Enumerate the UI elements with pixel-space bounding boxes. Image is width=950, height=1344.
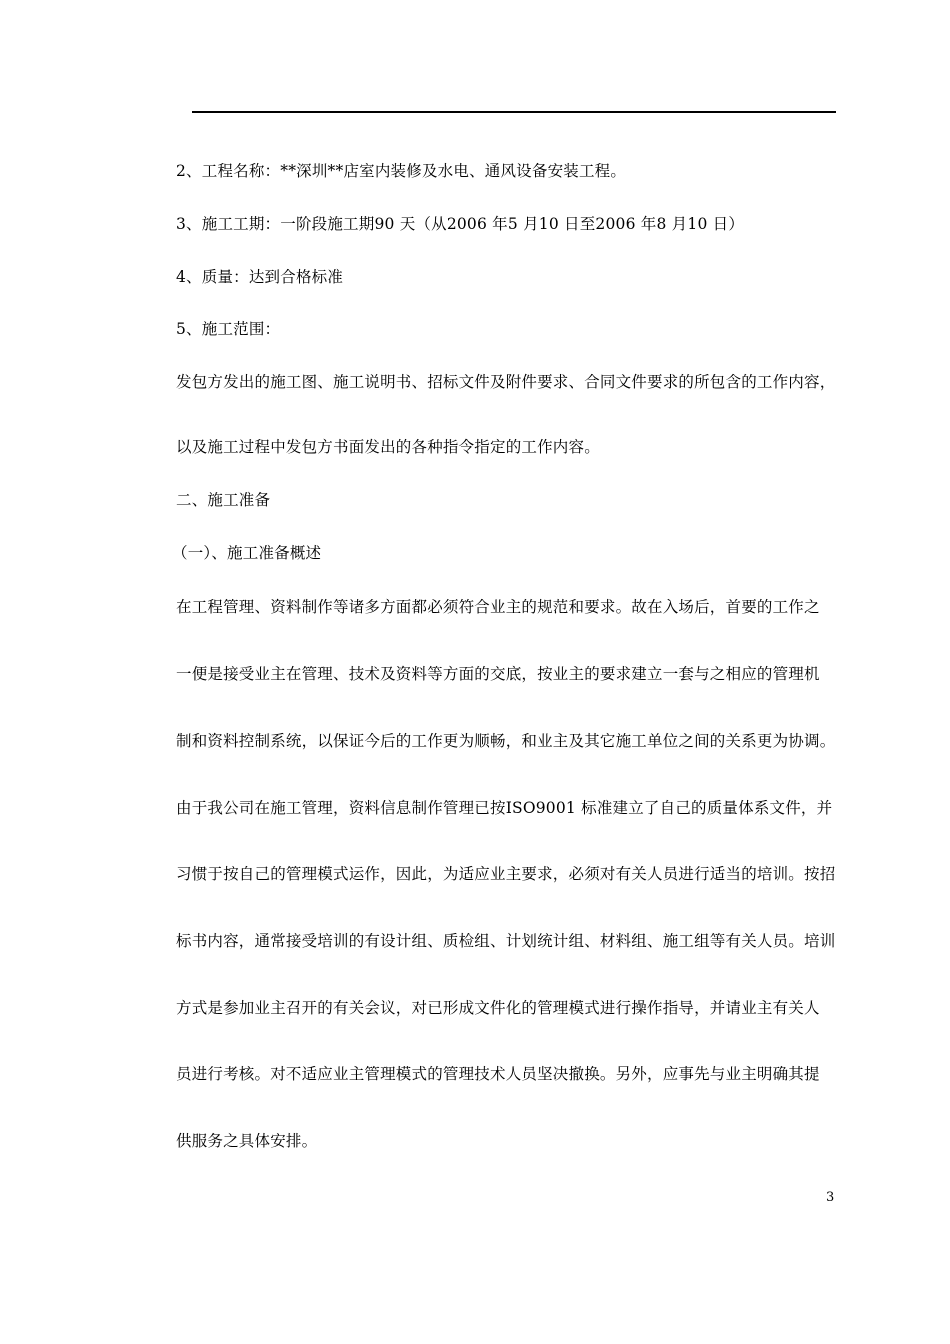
scope-text-line-2: 以及施工过程中发包方书面发出的各种指令指定的工作内容。 — [176, 438, 600, 456]
construction-period-line: 3、施工工期：一阶段施工期90 天（从2006 年5 月10 日至2006 年8 月10 日） — [176, 215, 745, 233]
paragraph-line-7: 方式是参加业主召开的有关会议，对已形成文件化的管理模式进行操作指导，并请业主有关人 — [176, 999, 820, 1017]
paragraph-line-6: 标书内容，通常接受培训的有设计组、质检组、计划统计组、材料组、施工组等有关人员。培训 — [176, 932, 836, 950]
project-name-line: 2、工程名称：**深圳**店室内装修及水电、通风设备安装工程。 — [176, 162, 627, 180]
paragraph-line-2: 一便是接受业主在管理、技术及资料等方面的交底，按业主的要求建立一套与之相应的管理机 — [176, 665, 820, 683]
subsection-heading: （一）、施工准备概述 — [172, 544, 322, 562]
paragraph-line-4: 由于我公司在施工管理，资料信息制作管理已按ISO9001 标准建立了自己的质量体系文件，并 — [176, 799, 833, 817]
paragraph-line-8: 员进行考核。对不适应业主管理模式的管理技术人员坚决撤换。另外，应事先与业主明确其提 — [176, 1065, 820, 1083]
quality-line: 4、质量：达到合格标准 — [176, 268, 344, 286]
scope-heading: 5、施工范围： — [176, 320, 281, 338]
section-heading: 二、施工准备 — [176, 491, 271, 509]
page-number: 3 — [826, 1190, 835, 1205]
paragraph-line-9: 供服务之具体安排。 — [176, 1132, 318, 1150]
header-rule — [192, 111, 836, 113]
paragraph-line-3: 制和资料控制系统，以保证今后的工作更为顺畅，和业主及其它施工单位之间的关系更为协调。 — [176, 732, 836, 750]
paragraph-line-5: 习惯于按自己的管理模式运作，因此，为适应业主要求，必须对有关人员进行适当的培训。按招 — [176, 865, 836, 883]
scope-text-line-1: 发包方发出的施工图、施工说明书、招标文件及附件要求、合同文件要求的所包含的工作内容， — [176, 373, 836, 391]
paragraph-line-1: 在工程管理、资料制作等诸多方面都必须符合业主的规范和要求。故在入场后，首要的工作之 — [176, 598, 820, 616]
